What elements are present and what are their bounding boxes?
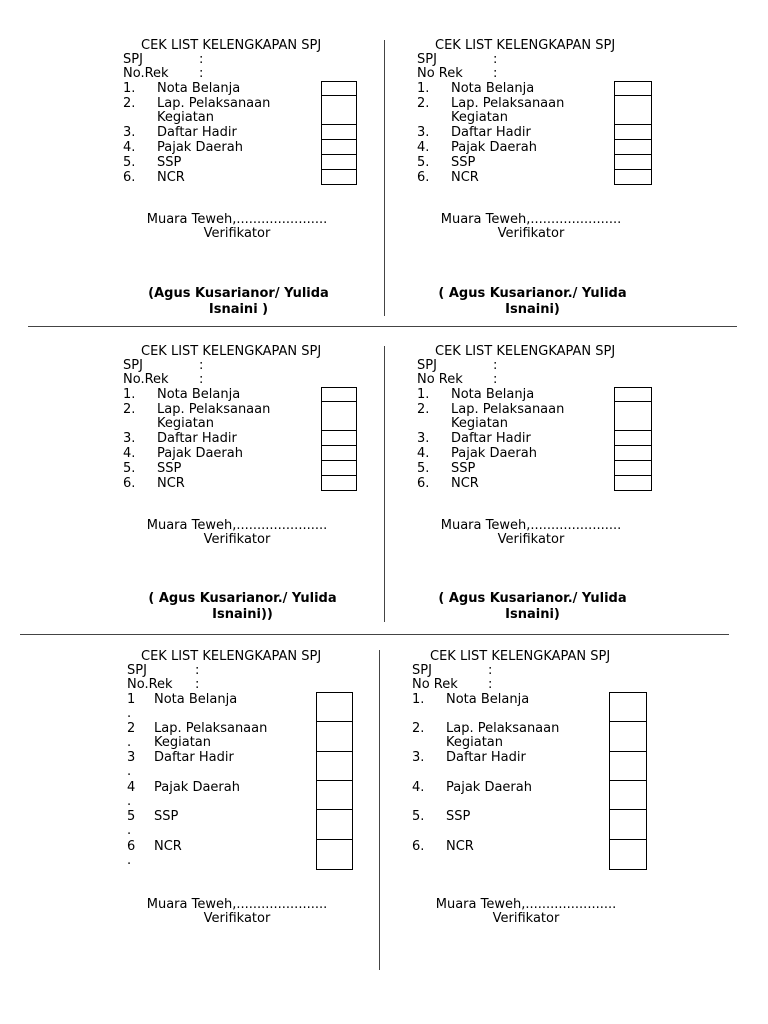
checkbox-nota-belanja[interactable] — [614, 387, 652, 402]
spj-label: SPJ — [123, 358, 143, 373]
spj-field — [123, 358, 203, 373]
signature-name: ( Agus Kusarianor./ Yulida Isnaini)) — [148, 591, 337, 622]
place-date-line: Muara Teweh,...................... — [146, 518, 328, 533]
spj-label: SPJ — [412, 663, 432, 678]
card-title: CEK LIST KELENGKAPAN SPJ — [141, 649, 322, 664]
checkbox-nota-belanja[interactable] — [316, 692, 353, 722]
spj-field — [417, 52, 497, 67]
rek-label: No Rek — [412, 677, 458, 692]
checklist-card-top-left: CEK LIST KELENGKAPAN SPJ SPJ : No.Rek : 1. Nota Belanja 2. Lap. Pelaksanaan Kegiatan 3. Daftar Hadir 4. Pajak Daerah 5. SSP 6. NCR Muara Teweh,...................... Verifikator (Agus Kusarianor/ Yulida Isnaini ) — [123, 38, 453, 328]
checkbox-pajak-daerah[interactable] — [614, 445, 652, 461]
rek-field — [417, 66, 497, 81]
checkbox-lap-pelaksanaan[interactable] — [316, 721, 353, 752]
checkbox-daftar-hadir[interactable] — [609, 751, 647, 781]
checklist-card-bottom-left: CEK LIST KELENGKAPAN SPJ SPJ : No.Rek : 1 . Nota Belanja 2 . Lap. Pelaksanaan Kegiatan 3 . Daftar Hadir 4 . Pajak Daerah 5 . SSP 6 . NCR Muara Teweh,...................... Verifikator — [127, 649, 457, 939]
place-date-line: Muara Teweh,...................... — [435, 897, 617, 912]
spj-colon: : — [199, 358, 204, 373]
checkbox-ssp[interactable] — [321, 460, 357, 476]
card-title: CEK LIST KELENGKAPAN SPJ — [435, 38, 616, 53]
checkbox-lap-pelaksanaan[interactable] — [614, 95, 652, 125]
verifier-title: Verifikator — [497, 226, 565, 241]
checkbox-ncr[interactable] — [321, 475, 357, 491]
verifier-title: Verifikator — [203, 226, 271, 241]
checkbox-pajak-daerah[interactable] — [321, 445, 357, 461]
spj-label: SPJ — [127, 663, 147, 678]
checkbox-ncr[interactable] — [614, 475, 652, 491]
place-date-line: Muara Teweh,...................... — [440, 212, 622, 227]
checkbox-daftar-hadir[interactable] — [321, 124, 357, 140]
rek-label: No.Rek — [123, 372, 169, 387]
checkbox-nota-belanja[interactable] — [321, 81, 357, 96]
verifier-title: Verifikator — [203, 911, 271, 926]
spj-label: SPJ — [123, 52, 143, 67]
rek-colon: : — [199, 372, 204, 387]
verifier-title: Verifikator — [497, 532, 565, 547]
spj-colon: : — [493, 52, 498, 67]
card-title: CEK LIST KELENGKAPAN SPJ — [430, 649, 611, 664]
checkbox-lap-pelaksanaan[interactable] — [321, 95, 357, 125]
checklist-card-middle-right: CEK LIST KELENGKAPAN SPJ SPJ : No Rek : 1. Nota Belanja 2. Lap. Pelaksanaan Kegiatan 3. Daftar Hadir 4. Pajak Daerah 5. SSP 6. NCR Muara Teweh,...................... Verifikator ( Agus Kusarianor./ Yulida Isnaini) — [417, 344, 747, 634]
rek-label: No.Rek — [127, 677, 173, 692]
checkbox-ssp[interactable] — [614, 460, 652, 476]
spj-colon: : — [199, 52, 204, 67]
checklist-card-bottom-right: CEK LIST KELENGKAPAN SPJ SPJ : No Rek : 1. Nota Belanja 2. Lap. Pelaksanaan Kegiatan 3. Daftar Hadir 4. Pajak Daerah 5. SSP 6. NCR Muara Teweh,...................... Verifikator — [412, 649, 742, 939]
place-date-line: Muara Teweh,...................... — [440, 518, 622, 533]
checkbox-daftar-hadir[interactable] — [316, 751, 353, 781]
spj-colon: : — [488, 663, 493, 678]
signature-name: (Agus Kusarianor/ Yulida Isnaini ) — [148, 286, 329, 317]
checkbox-lap-pelaksanaan[interactable] — [321, 401, 357, 431]
checkbox-lap-pelaksanaan[interactable] — [609, 721, 647, 752]
checkbox-pajak-daerah[interactable] — [609, 780, 647, 810]
checkbox-ncr[interactable] — [316, 839, 353, 870]
checkbox-ncr[interactable] — [614, 169, 652, 185]
spj-colon: : — [195, 663, 200, 678]
checkbox-nota-belanja[interactable] — [321, 387, 357, 402]
spj-field — [127, 663, 199, 678]
checkbox-daftar-hadir[interactable] — [321, 430, 357, 446]
card-title: CEK LIST KELENGKAPAN SPJ — [141, 344, 322, 359]
verifier-title: Verifikator — [492, 911, 560, 926]
spj-label: SPJ — [417, 358, 437, 373]
rek-colon: : — [199, 66, 204, 81]
rek-label: No Rek — [417, 372, 463, 387]
checkbox-ssp[interactable] — [316, 809, 353, 840]
rek-field — [412, 677, 492, 692]
card-title: CEK LIST KELENGKAPAN SPJ — [141, 38, 322, 53]
checkbox-pajak-daerah[interactable] — [614, 139, 652, 155]
rek-colon: : — [493, 66, 498, 81]
checklist-card-top-right: CEK LIST KELENGKAPAN SPJ SPJ : No Rek : 1. Nota Belanja 2. Lap. Pelaksanaan Kegiatan 3. Daftar Hadir 4. Pajak Daerah 5. SSP 6. NCR Muara Teweh,...................... Verifikator ( Agus Kusarianor./ Yulida Isnaini) — [417, 38, 747, 328]
checkbox-ssp[interactable] — [609, 809, 647, 840]
checkbox-daftar-hadir[interactable] — [614, 430, 652, 446]
card-title: CEK LIST KELENGKAPAN SPJ — [435, 344, 616, 359]
checkbox-ssp[interactable] — [321, 154, 357, 170]
rek-colon: : — [195, 677, 200, 692]
rek-label: No.Rek — [123, 66, 169, 81]
spj-field — [417, 358, 497, 373]
checklist-card-middle-left: CEK LIST KELENGKAPAN SPJ SPJ : No.Rek : 1. Nota Belanja 2. Lap. Pelaksanaan Kegiatan 3. Daftar Hadir 4. Pajak Daerah 5. SSP 6. NCR Muara Teweh,...................... Verifikator ( Agus Kusarianor./ Yulida Isnaini)) — [123, 344, 453, 634]
checkbox-daftar-hadir[interactable] — [614, 124, 652, 140]
rek-field — [127, 677, 199, 692]
place-date-line: Muara Teweh,...................... — [146, 897, 328, 912]
verifier-title: Verifikator — [203, 532, 271, 547]
signature-name: ( Agus Kusarianor./ Yulida Isnaini) — [438, 591, 627, 622]
rek-field — [417, 372, 497, 387]
signature-name: ( Agus Kusarianor./ Yulida Isnaini) — [438, 286, 627, 317]
checkbox-nota-belanja[interactable] — [609, 692, 647, 722]
spj-label: SPJ — [417, 52, 437, 67]
checkbox-pajak-daerah[interactable] — [316, 780, 353, 810]
checkbox-pajak-daerah[interactable] — [321, 139, 357, 155]
checkbox-ncr[interactable] — [609, 839, 647, 870]
checkbox-ncr[interactable] — [321, 169, 357, 185]
spj-colon: : — [493, 358, 498, 373]
checkbox-lap-pelaksanaan[interactable] — [614, 401, 652, 431]
rek-field — [123, 66, 203, 81]
spj-field — [123, 52, 203, 67]
checkbox-ssp[interactable] — [614, 154, 652, 170]
rek-colon: : — [488, 677, 493, 692]
spj-field — [412, 663, 492, 678]
rek-label: No Rek — [417, 66, 463, 81]
rek-colon: : — [493, 372, 498, 387]
place-date-line: Muara Teweh,...................... — [146, 212, 328, 227]
rek-field — [123, 372, 203, 387]
horizontal-divider-2 — [20, 634, 729, 635]
checkbox-nota-belanja[interactable] — [614, 81, 652, 96]
